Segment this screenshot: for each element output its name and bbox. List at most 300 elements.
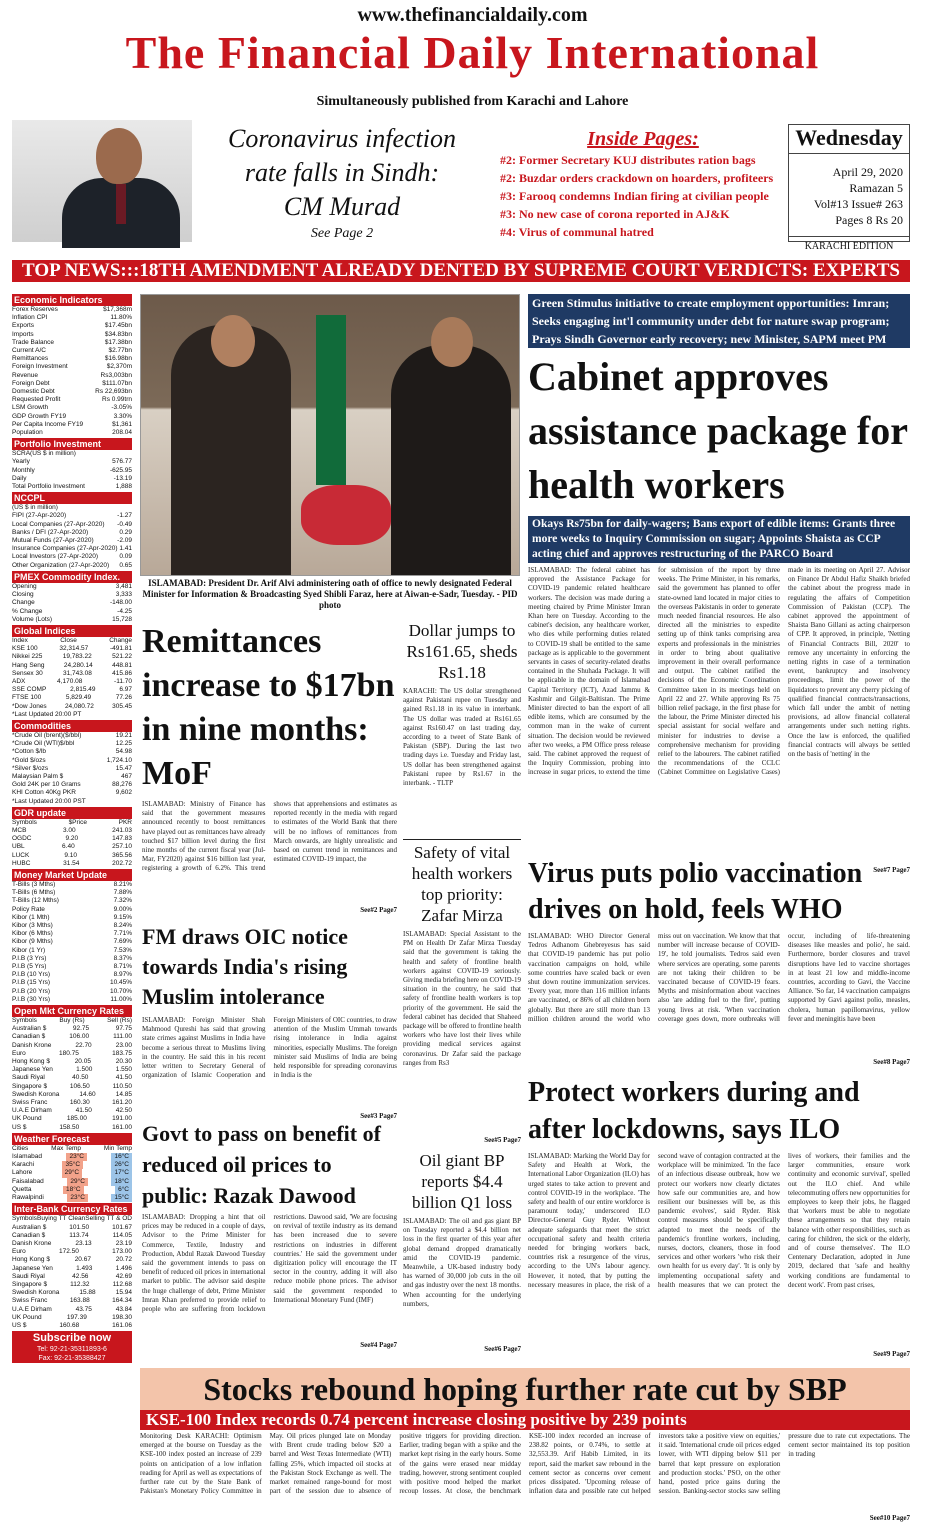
- ilo-body: ISLAMABAD: Marking the World Day for Safety and Health at Work, the International Labor Organization (ILO) has urged states to take action to prevent and control COVID-19 in the workplace. 'The safety and health of our entire workforce is paramount today,' underscored ILO Director-General Guy Ryder. Without adequate safeguards that meet the strict occupational safety and health criteria needed for bringing workers back, countries risk a resurgence of the virus, according to the UN's labour agency. However, it noted, that by putting the necessary measures in place, the risk of a second wave of contagion contracted at the workplace will be minimized. 'In the face of an infectious disease outbreak, how we protect our workers now clearly dictates how safe our communities are, and how resilient our businesses will be, as this pandemic evolves', said Ryder. Risk control measures should be specifically adapted to meet the needs of the pandemic's frontline workers, including, nurses, doctors, cleaners, those in food services and other workers 'who risk their own health for us every day'. 'It is only by implementing occupational safety and health measures that we can protect the lives of workers, their families and the larger communities, ensure work continuity and economic survival', spelled out the ILO chief. And while telecommuting offers new opportunities for employees to keep their jobs, he flagged that 'workers must be able to negotiate these arrangements so that they retain balance with other responsibilities, such as caring for children, the sick or the elderly, and of course themselves'. The ILO Centenary Declaration, adopted in June 2019, declared that 'safe and healthy working conditions are fundamental to decent work'. From past crises,: [528, 1152, 910, 1289]
- sidebar-row: [12, 1115, 132, 1123]
- sidebar-row: [12, 757, 132, 765]
- sidebar-value: 3.00: [62, 826, 76, 834]
- sidebar-value: 22.70: [75, 1041, 92, 1049]
- sidebar-value: 1,724.10: [106, 756, 132, 764]
- sidebar-label: Saudi Riyal: [12, 1272, 45, 1280]
- sidebar-label: Swedish Korona: [12, 1090, 60, 1098]
- sidebar-value: 8.24%: [113, 922, 132, 929]
- sidebar-row: [12, 889, 132, 897]
- sidebar-label: Islamabad: [12, 1153, 42, 1161]
- sidebar-row: [12, 819, 132, 827]
- sidebar-label: Karachi: [12, 1161, 35, 1169]
- ilo-story[interactable]: [528, 1074, 910, 1358]
- bp-story[interactable]: [403, 1150, 521, 1353]
- newspaper-title: The Financial Daily International: [125, 27, 820, 78]
- cm-photo-tie: [116, 184, 126, 224]
- sidebar-value: $111.07bn: [102, 379, 132, 387]
- cabinet-body: ISLAMABAD: The federal cabinet has approved the Assistance Package for COVID-19 pandemic related healthcare workers. The decision was made during a meeting chaired by Prime Minister Imran Khan here on Tuesday. According to the cabinet's decision, any healthcare worker, who dies while performing duties related to COVID-19 shall be entitled to the same package as is applicable to the government servants in cases of security-related deaths contained in the Shuhada Package. It will be applicable in the domain of Islamabad Capital Territory (ICT), Azad Jammu & Kashmir and Gilgit-Baltistan. The Prime Minister directed to ban the export of all edible items, which are consumed by the common man in the wake of current situation. The decision would be reviewed after two weeks, a PM Office press release said. The cabinet approved the request of the Inquiry Commission, probing into increase in sugar prices, to extend the time for submission of the report by three weeks. The Prime Minister, in his remarks, said the government has planned to offer state-owned land located in major cities to the overseas Pakistanis in order to generate much needed financial resources. He also directed all the ministries to expedite setting up of think tanks comprising area experts and professionals in the ministries in order to bring about qualitative improvement in their overall performance and output. The cabinet ratified the decisions of the Economic Coordination Committee taken in its meetings held on April 22 and 27. While approving Rs 75 billion relief package, in the first phase for the labour, the Prime Minister directed his special assistant for social welfare and minister for industries to devise a comprehensive mechanism for providing relief to the labourers. The cabinet ratified the recommendations of the CCLC (Cabinet Committee on Legislative Cases) made in its meeting on April 27. Advisor on Finance Dr Abdul Hafiz Shaikh briefed the cabinet about the progress made in regulating the affairs of Competition Commission of Pakistan (CCP). The cabinet approved the appointment of Shaista Bano Gillani as acting chairperson of CPP. It approved, in principle, 'Netting of Financial Contracts Bill, 2020' to remove any uncertainty in enforcing the netting rights in case of a termination event, bankruptcy and insolvency proceedings, limit the power of the liquidators to prevent any cherry picking of qualified financial contracts/transactions, which fall under the ambit of netting provisions, ad allow financial collateral arrangements under such netting rights. Once the law is enforced, the qualified financial contracts will always be settled on the basis of 'netting' in the: [528, 566, 910, 777]
- sidebar-label: MCB: [12, 826, 27, 834]
- inside-item[interactable]: #4: Virus of communal hatred: [500, 225, 654, 239]
- sidebar-value: 11.80%: [110, 314, 132, 322]
- sidebar-value: 10.45%: [109, 979, 132, 987]
- sidebar-label: U.A.E Dirham: [12, 1107, 52, 1115]
- sidebar-label: Forex Reserves: [12, 306, 58, 313]
- sidebar-value: 183.75: [112, 1049, 132, 1057]
- sidebar-row: [12, 467, 132, 475]
- sidebar-value: 164.34: [112, 1297, 132, 1305]
- sidebar-row: [12, 827, 132, 835]
- inside-item[interactable]: #2: Former Secretary KUJ distributes ration bags: [500, 153, 756, 167]
- sidebar-label: Requested Profit: [12, 396, 61, 404]
- sidebar-label: Local Investors (27-Apr-2020): [12, 553, 98, 561]
- sidebar-value: 77.26: [115, 694, 132, 702]
- sidebar-row: [12, 773, 132, 781]
- cabinet-story[interactable]: [528, 294, 910, 874]
- sidebar-row: [12, 1224, 132, 1232]
- sidebar-value: 3.30%: [113, 412, 132, 420]
- cabinet-kicker-1: Green Stimulus initiative to create employment opportunities: Imran;: [528, 294, 910, 312]
- sidebar-value: 185.00: [66, 1115, 87, 1123]
- sidebar-row: [12, 1281, 132, 1289]
- sidebar-label: Cities: [12, 1144, 29, 1152]
- sidebar-value: 16°C: [111, 1153, 132, 1161]
- sidebar-row: [12, 1145, 132, 1153]
- sidebar-row: [12, 670, 132, 678]
- weekday: Wednesday: [789, 125, 909, 154]
- sidebar-row: [12, 748, 132, 756]
- sidebar-label: *Dow Jones: [12, 702, 47, 710]
- photo-figure-right: [391, 345, 511, 575]
- sidebar-value: Change: [109, 636, 132, 644]
- sidebar-value: 42.50: [115, 1107, 132, 1115]
- sidebar-label: Total Portfolio Investment: [12, 483, 85, 491]
- sidebar-row: [12, 922, 132, 930]
- sidebar-heading-openmkt: Open Mkt Currency Rates: [12, 1005, 132, 1017]
- sidebar-row: [12, 686, 132, 694]
- sidebar-row: [12, 732, 132, 740]
- sidebar-label: Swedish Korona: [12, 1289, 60, 1297]
- sidebar-value: -13.19: [113, 474, 132, 482]
- sidebar-value: 42.56: [72, 1272, 89, 1280]
- dollar-headline: Dollar jumps to Rs161.65, sheds Rs1.18: [406, 621, 518, 682]
- sidebar-row: [12, 504, 132, 512]
- safety-story[interactable]: [403, 842, 521, 1144]
- sidebar-row: [12, 331, 132, 339]
- sidebar-label: *Last Updated 20:00 PT: [12, 710, 82, 718]
- sidebar-label: P.I.B (15 Yrs): [12, 979, 51, 987]
- sidebar-label: Opening: [12, 582, 37, 590]
- sidebar-row: [12, 1273, 132, 1281]
- sidebar-row: [12, 1161, 132, 1169]
- stocks-story[interactable]: [140, 1432, 910, 1522]
- sidebar-value: -3.05%: [111, 404, 132, 412]
- sidebar-value: 5,829.49: [65, 694, 92, 702]
- polio-see-page[interactable]: See#8 Page7: [873, 1058, 910, 1066]
- inside-pages-title: Inside Pages:: [587, 128, 699, 150]
- sidebar-label: Hong Kong $: [12, 1058, 50, 1066]
- cabinet-subhead: Okays Rs75bn for daily-wagers; Bans export of edible items: Grants three more weeks to Inquiry Commission on sugar; Appoints Shaista as CCP acting chief and approves restructuring of the PARCO Board: [528, 516, 910, 563]
- sidebar-value: $16.98bn: [104, 355, 132, 363]
- sidebar-value: 40.50: [72, 1074, 89, 1082]
- sidebar-row: [12, 645, 132, 653]
- sidebar-label: Canadian $: [12, 1033, 46, 1041]
- sidebar-label: Foreign Debt: [12, 379, 50, 387]
- sidebar-label: Mutual Funds (27-Apr-2020): [12, 537, 94, 545]
- sidebar-row: [12, 608, 132, 616]
- sidebar-row: [12, 765, 132, 773]
- sidebar-value: 41.50: [75, 1107, 92, 1115]
- sidebar-row: [12, 860, 132, 868]
- stocks-headline[interactable]: Stocks rebound hoping further rate cut by SBP: [140, 1368, 910, 1410]
- sidebar-row: [12, 1074, 132, 1082]
- sidebar-row: [12, 703, 132, 711]
- sidebar-row: [12, 988, 132, 996]
- sidebar-value: 15°C: [111, 1194, 132, 1202]
- sidebar-label: Foreign Investment: [12, 363, 68, 371]
- sidebar-value: 8.37%: [113, 954, 132, 962]
- sidebar-value: 197.39: [66, 1313, 87, 1321]
- sidebar-row: [12, 798, 132, 806]
- sidebar-value: 8.71%: [113, 963, 132, 971]
- sidebar-heading-commodities: Commodities: [12, 720, 132, 732]
- sidebar-value: 257.10: [112, 843, 132, 851]
- sidebar-row: [12, 979, 132, 987]
- sidebar-row: [12, 1289, 132, 1297]
- oic-headline: FM draws OIC notice towards India's rising Muslim intolerance: [142, 924, 348, 1009]
- sidebar-heading-weather: Weather Forecast: [12, 1133, 132, 1145]
- bp-see-page[interactable]: See#6 Page7: [484, 1345, 521, 1353]
- sidebar-value: 202.72: [112, 859, 132, 867]
- sidebar-value: 29°C: [62, 1169, 83, 1177]
- photo-flag: [316, 315, 346, 485]
- subscribe-tel: Tel: 92-21-35311893-6: [12, 1345, 132, 1354]
- sidebar-value: 24,080.72: [64, 702, 94, 710]
- sidebar-label: Euro: [12, 1248, 26, 1256]
- inside-item[interactable]: #3: Farooq condemns Indian firing at civilian people: [500, 189, 769, 203]
- sidebar-label: Japanese Yen: [12, 1264, 53, 1272]
- sidebar-value: -625.95: [109, 466, 132, 474]
- lead-see-page: See Page 2: [310, 226, 374, 241]
- safety-headline: Safety of vital health workers top priority: Zafar Mirza: [411, 843, 513, 925]
- sidebar-value: 6°C: [115, 1186, 132, 1194]
- sidebar-row: [12, 363, 132, 371]
- sidebar-label: Kibor (9 Mths): [12, 938, 53, 946]
- stocks-body: Monitoring Desk KARACHI: Optimism emerged at the bourse on Tuesday as the KSE-100 index posted an increase of 239 points on anticipation of a low inflation reading for April as well as expectations of further rate cut by the State Bank of Pakistan's Monetary Policy Committee in May. Oil prices plunged late on Monday with Brent crude trading below $20 a barrel and West Texas Intermediate (WTI) falling 25%, which impacted oil stocks at the Pakistan Stock Exchange as well. The market remained range-bound for most part of the session due to absence of positive triggers for providing direction. Earlier, trading began with a spike and the market kept rising in the early hours. Some of the gains were erased near midday trading, however, strong sentiment coupled with positive mood helped the market recoup losses. At close, the benchmark KSE-100 index recorded an increase of 238.82 points, or 0.74%, to settle at 32,553.39. Arif Habib Limited, in its report, said the market saw rebound in the cement sector as concerns over cement prices dissipated. 'Upcoming release of inflation data and possible rate cut helped investors take a positive view on equities,' it said. 'International crude oil prices edged lower, with WTI dipping below $11 per barrel that kept pressure on exploration and production stocks.' PSO, on the other hand, posted price gains during the session. Banking-sector stocks saw selling pressure due to rate cut expectations. The cement sector maintained its top position in trading: [140, 1432, 910, 1496]
- safety-see-page[interactable]: See#5 Page7: [484, 1136, 521, 1144]
- oilprice-story[interactable]: [142, 1118, 397, 1349]
- sidebar-label: KHI Cotton 40Kg PKR: [12, 789, 76, 797]
- sidebar-row: [12, 512, 132, 520]
- sidebar-row: [12, 1194, 132, 1202]
- sidebar-value: 113.74: [69, 1231, 89, 1239]
- oic-story[interactable]: [142, 922, 397, 1120]
- sidebar-label: Monthly: [12, 466, 35, 474]
- sidebar-value: -4.25: [117, 607, 132, 615]
- sidebar-value: 415.86: [112, 669, 132, 677]
- sidebar-label: T-Bills (12 Mths): [12, 897, 59, 905]
- sidebar-row: [12, 740, 132, 748]
- lead-teaser[interactable]: [198, 122, 486, 246]
- sidebar-label: *Gold $/ozs: [12, 756, 46, 764]
- sidebar-value: 19.21: [115, 731, 132, 739]
- sidebar-row: [12, 1232, 132, 1240]
- cabinet-kicker-3: Prays Sindh Governor early recovery; new Minister, SAPM meet PM: [528, 330, 910, 348]
- sidebar-value: 41.50: [115, 1074, 132, 1082]
- inside-item[interactable]: #3: No new case of corona reported in AJ&K: [500, 207, 730, 221]
- sidebar-value: 112.68: [112, 1280, 132, 1288]
- remittances-see-page[interactable]: See#2 Page7: [360, 906, 397, 914]
- sidebar-label: Symbols: [12, 818, 37, 826]
- sidebar-row: [12, 881, 132, 889]
- sidebar-value: 10.70%: [109, 987, 132, 995]
- sidebar-label: Remittances: [12, 355, 49, 363]
- sidebar-value: 15,728: [112, 615, 132, 623]
- sidebar-row: [12, 906, 132, 914]
- sidebar-row: [12, 388, 132, 396]
- sidebar-label: Lahore: [12, 1169, 33, 1177]
- sidebar-value: -11.70: [114, 677, 132, 685]
- sidebar-row: [12, 396, 132, 404]
- sidebar-label: SCRA(US $ in million): [12, 450, 76, 458]
- sidebar-label: *Cotton $/lb: [12, 748, 46, 756]
- sidebar-value: 20.67: [74, 1256, 91, 1264]
- sidebar-value: 110.50: [112, 1082, 132, 1090]
- sidebar-row: [12, 1091, 132, 1099]
- sidebar-label: Banks / DFI (27-Apr-2020): [12, 528, 89, 536]
- sidebar-row: [12, 529, 132, 537]
- sidebar-row: [12, 306, 132, 314]
- sidebar-value: 180.75: [58, 1049, 79, 1057]
- sidebar-label: SSE COMP: [12, 686, 47, 694]
- sidebar-row: [12, 545, 132, 553]
- oic-see-page[interactable]: See#3 Page7: [360, 1112, 397, 1120]
- sidebar-row: [12, 583, 132, 591]
- sidebar-row: [12, 429, 132, 437]
- sidebar-value: Rs 22,693bn: [95, 388, 132, 396]
- cabinet-headline: Cabinet approves assistance package for health workers: [528, 354, 908, 507]
- sidebar-row: [12, 1107, 132, 1115]
- inside-item[interactable]: #2: Buzdar orders crackdown on hoarders, profiteers: [500, 171, 774, 185]
- hijri-date: Ramazan 5: [849, 181, 903, 195]
- sidebar-row: [12, 694, 132, 702]
- sidebar-row: [12, 1322, 132, 1330]
- dollar-body: KARACHI: The US dollar strengthened against Pakistani rupee on Tuesday and gained Rs1.18 in its value in interbank. The US dollar was traded at Rs161.65 against Rs160.47 on last trading day, according to a tweet of State Bank of Pakistan (SBP). During the last two trading days i.e. Tuesday and Friday last, US dollar has been strengthened against Pakistani rupee by Rs1.67 in the interbank. - TLTP: [403, 687, 521, 788]
- sidebar-label: Insurance Companies (27-Apr-2020): [12, 545, 118, 553]
- sidebar-row: [12, 711, 132, 719]
- polio-story[interactable]: [528, 856, 910, 1066]
- sidebar-label: *Crude Oil (WTI)$/bbl: [12, 740, 75, 748]
- sidebar-value: -491.81: [109, 645, 132, 653]
- sidebar-row: [12, 347, 132, 355]
- sidebar-value: 0.29: [119, 528, 132, 536]
- sidebar-value: 0.65: [119, 561, 132, 569]
- sidebar-value: Sell (Rs): [107, 1017, 132, 1025]
- sidebar-label: Danish Krone: [12, 1239, 52, 1247]
- sidebar-value: 172.50: [58, 1248, 79, 1256]
- sidebar-value: 7.71%: [113, 930, 132, 938]
- sidebar-value: 4,170.08: [57, 677, 83, 685]
- sidebar-row: [12, 1042, 132, 1050]
- subscribe-button[interactable]: Subscribe now: [12, 1331, 132, 1345]
- sidebar-label: US $: [12, 1123, 27, 1131]
- sidebar-row: [12, 963, 132, 971]
- sidebar-label: Closing: [12, 591, 34, 599]
- sidebar-value: 173.00: [112, 1248, 132, 1256]
- sidebar-value: 29°C: [67, 1178, 88, 1186]
- sidebar-row: [12, 537, 132, 545]
- sidebar-value: 8.21%: [113, 880, 132, 888]
- sidebar-row: [12, 1306, 132, 1314]
- sidebar-row: [12, 322, 132, 330]
- sidebar-value: -0.49: [117, 520, 132, 528]
- sidebar-row: [12, 1265, 132, 1273]
- sidebar-heading-pmex: PMEX Commodity Index.: [12, 571, 132, 583]
- sidebar-row: [12, 1297, 132, 1305]
- sidebar-row: [12, 553, 132, 561]
- sidebar-value: $Price: [68, 818, 87, 826]
- sidebar-label: Population: [12, 429, 43, 437]
- sidebar-value: 20.05: [74, 1058, 91, 1066]
- oilprice-headline: Govt to pass on benefit of reduced oil prices to public: Razak Dawood: [142, 1121, 381, 1208]
- sidebar-value: 9.00%: [113, 905, 132, 913]
- sidebar-row: [12, 458, 132, 466]
- sidebar-row: [12, 1314, 132, 1322]
- sidebar-value: 163.88: [69, 1297, 90, 1305]
- sidebar-label: Exports: [12, 322, 35, 330]
- sidebar-heading-interbank: Inter-Bank Currency Rates: [12, 1203, 132, 1215]
- sidebar-row: [12, 1025, 132, 1033]
- sidebar-value: 7.32%: [113, 897, 132, 905]
- sidebar-value: Rs3,003bn: [100, 371, 132, 379]
- subscribe-fax: Fax: 92-21-35388427: [12, 1354, 132, 1363]
- sidebar-value: 161.06: [112, 1321, 132, 1329]
- sidebar-label: Yearly: [12, 458, 30, 466]
- sidebar-label: Domestic Debt: [12, 388, 55, 396]
- photo-head-right: [431, 317, 473, 367]
- sidebar-label: Local Companies (27-Apr-2020): [12, 520, 105, 528]
- sidebar-value: 208.04: [112, 429, 132, 437]
- sidebar-row: [12, 1066, 132, 1074]
- sidebar-value: 1.496: [115, 1264, 132, 1272]
- sidebar-value: 7.69%: [113, 938, 132, 946]
- sidebar-heading-portfolio: Portfolio Investment: [12, 438, 132, 450]
- sidebar-heading-money: Money Market Update: [12, 869, 132, 881]
- sidebar-label: Trade Balance: [12, 338, 55, 346]
- sidebar-value: $17.38bn: [104, 338, 132, 346]
- sidebar-value: 23.00: [115, 1041, 132, 1049]
- sidebar-row: [12, 380, 132, 388]
- sidebar-value: 43.84: [115, 1305, 132, 1313]
- market-sidebar: [12, 293, 132, 1363]
- sidebar-row: [12, 483, 132, 491]
- sidebar-value: $2.77bn: [108, 347, 132, 355]
- stocks-see-page[interactable]: See#10 Page7: [869, 1514, 910, 1522]
- sidebar-value: 9.10: [64, 851, 78, 859]
- sidebar-row: [12, 897, 132, 905]
- sidebar-row: [12, 413, 132, 421]
- sidebar-value: 112.32: [70, 1280, 90, 1288]
- sidebar-value: $17.45bn: [104, 322, 132, 330]
- polio-body: ISLAMABAD: WHO Director General Tedros Adhanom Ghebreyesus has said that COVID-19 pandemic has put polio vaccination campaigns on hold, while some countries have scaled back or even shut down routine immunization services. 'Every year, more than 116 million infants are vaccinated, or 86% of all children born globally. But there are still more than 13 million children around the world who miss out on vaccination. We know that that number will increase because of COVID-19', he told journalists. Tedros said even where services are operating, some parents are not taking their children to be vaccinated because of COVID-19 fears. Myths and misinformation about vaccines also 'are adding fuel to the fire', putting young lives at risk. 'When vaccination coverage goes down, more outbreaks will occur, including of life-threatening diseases like measles and polio', he said. Furthermore, border closures and travel disruptions have led to vaccine shortages in at least 21 low and middle-income countries, according to Gavi, the Vaccine Alliance. 'So far, 14 vaccination campaigns supported by Gavi against polio, measles, cholera, human papillomavirus, yellow fever and meningitis have been: [528, 932, 910, 1023]
- sidebar-row: [12, 591, 132, 599]
- sidebar-value: 1.493: [76, 1264, 93, 1272]
- sidebar-value: 19,783.22: [62, 653, 92, 661]
- sidebar-row: [12, 914, 132, 922]
- polio-headline: Virus puts polio vaccination drives on hold, feels WHO: [528, 858, 863, 925]
- sidebar-label: Faisalabad: [12, 1177, 44, 1185]
- remittances-headline: Remittances increase to $17bn in nine months: MoF: [142, 623, 395, 792]
- divider: [403, 839, 521, 840]
- cabinet-kicker-2: Seeks engaging int'l community under debt for nature swap program;: [528, 312, 910, 330]
- sidebar-label: Euro: [12, 1049, 26, 1057]
- top-news-ticker[interactable]: TOP NEWS:::18TH AMENDMENT ALREADY DENTED BY SUPREME COURT VERDICTS: EXPERTS: [12, 260, 910, 282]
- sidebar-value: 31,743.08: [62, 669, 92, 677]
- sidebar-label: Volume (Lots): [12, 615, 53, 623]
- pages-price: Pages 8 Rs 20: [835, 213, 903, 227]
- oilprice-see-page[interactable]: See#4 Page7: [360, 1341, 397, 1349]
- sidebar-value: 1.500: [76, 1066, 93, 1074]
- sidebar-row: [12, 1153, 132, 1161]
- sidebar-value: 54.98: [115, 748, 132, 756]
- website-url: www.thefinancialdaily.com: [357, 4, 588, 26]
- sidebar-label: UK Pound: [12, 1115, 42, 1123]
- sidebar-label: Other Organization (27-Apr-2020): [12, 561, 110, 569]
- sidebar-label: % Change: [12, 607, 43, 615]
- sidebar-value: 467: [121, 772, 132, 780]
- sidebar-label: Quetta: [12, 1185, 32, 1193]
- sidebar-value: Buy (Rs): [59, 1017, 85, 1025]
- sidebar-value: 35°C: [62, 1161, 83, 1169]
- sidebar-row: [12, 1124, 132, 1132]
- sidebar-label: Imports: [12, 330, 34, 338]
- sidebar-label: Sensex 30: [12, 669, 43, 677]
- sidebar-heading-nccpl: NCCPL: [12, 492, 132, 504]
- sidebar-value: 106.50: [69, 1082, 90, 1090]
- sidebar-label: P.I.B (20 Yrs): [12, 987, 51, 995]
- sidebar-value: 23.19: [115, 1239, 132, 1247]
- sidebar-value: 14.60: [79, 1090, 96, 1098]
- sidebar-value: 147.83: [112, 835, 132, 843]
- sidebar-label: Revenue: [12, 371, 39, 379]
- safety-body: ISLAMABAD: Special Assistant to the PM on Health Dr Zafar Mirza Tuesday said that the government is taking the health and safety of frontline health workers against COVID-19 seriously. Giving media briefing here on COVID-19 situation in the country, he said that safety of frontline health workers is top priority of the government. He said the federal cabinet has decided that Shaheed package will be offered to frontline health workers who have lost their lives while providing medical services against coronavirus. Dr Zafar said the package ranges from Rs3: [403, 930, 521, 1067]
- sidebar-value: 24,280.14: [63, 661, 93, 669]
- sidebar-value: 2,815.49: [70, 686, 96, 694]
- cabinet-see-page[interactable]: See#7 Page7: [873, 866, 910, 874]
- sidebar-row: [12, 1169, 132, 1177]
- sidebar-value: $34.83bn: [104, 330, 132, 338]
- sidebar-label: T-Bills (6 Mths): [12, 889, 56, 897]
- dollar-story[interactable]: [403, 620, 521, 840]
- cm-photo-head: [96, 128, 142, 184]
- sidebar-row: [12, 1256, 132, 1264]
- sidebar-value: $1,361: [112, 420, 132, 428]
- remittances-story[interactable]: [142, 620, 397, 914]
- ilo-see-page[interactable]: See#9 Page7: [873, 1350, 910, 1358]
- sidebar-value: 23.13: [75, 1239, 92, 1247]
- sidebar-value: 8.97%: [113, 971, 132, 979]
- sidebar-row: [12, 781, 132, 789]
- sidebar-label: *Silver $/ozs: [12, 764, 49, 772]
- bp-body: ISLAMABAD: The oil and gas giant BP on Tuesday reported a $4.4 billion net loss in the first quarter of this year after global demand dropped dramatically amid the COVID-19 pandemic. Meanwhile, a UK-based industry body has warned of 30,000 job cuts in the oil and gas industry over the next 18 months. When accounting for the underlying numbers,: [403, 1217, 521, 1308]
- sidebar-row: [12, 521, 132, 529]
- photo-caption: ISLAMABAD: President Dr. Arif Alvi administering oath of office to newly designated Federal Minister for Information & Broadcasting Syed Shibli Faraz, here at Aiwan-e-Sadr, Tuesday. - PID photo: [142, 578, 518, 610]
- sidebar-row: [12, 1050, 132, 1058]
- bp-headline: Oil giant BP reports $4.4 billion Q1 loss: [411, 1151, 513, 1212]
- sidebar-label: Canadian $: [12, 1231, 46, 1239]
- sidebar-label: Symbols: [12, 1017, 37, 1025]
- sidebar-value: 17°C: [111, 1169, 132, 1177]
- sidebar-row: [12, 475, 132, 483]
